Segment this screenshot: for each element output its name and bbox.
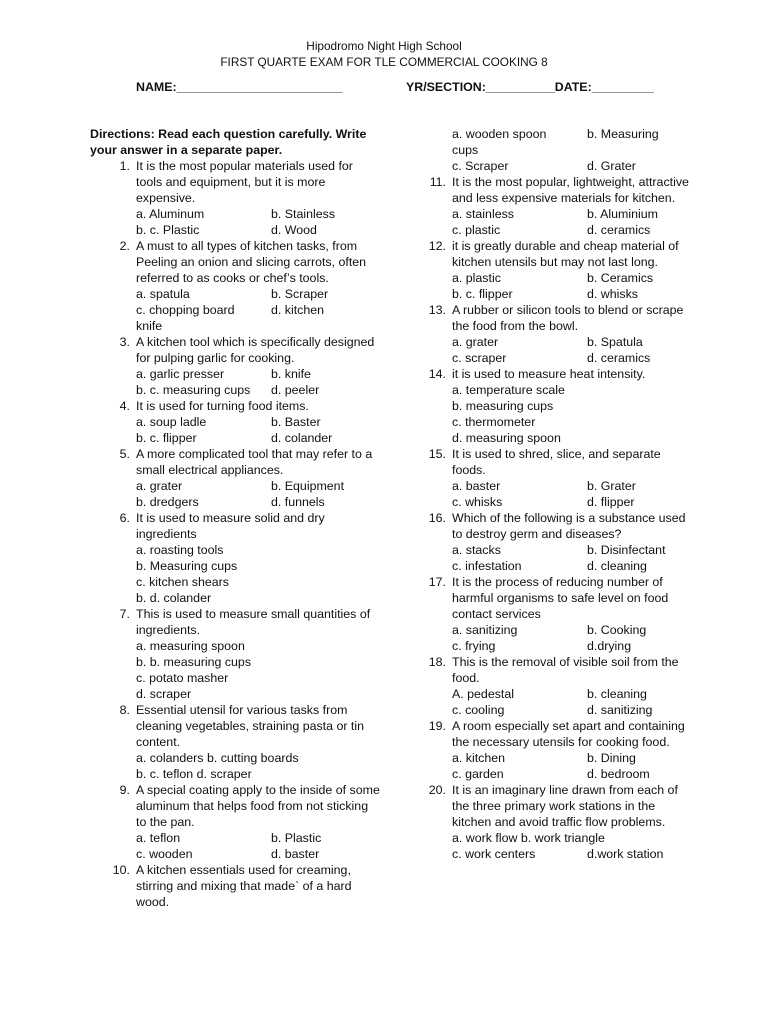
question-item xyxy=(416,238,696,302)
option-text: d. sanitizing xyxy=(587,703,653,717)
option-text: a. temperature scale xyxy=(452,383,565,397)
option-text: c. cooling xyxy=(452,703,505,717)
answer-options xyxy=(90,206,380,238)
answer-options xyxy=(416,382,696,446)
question-number: 3. xyxy=(119,335,130,349)
option-text: b. Plastic xyxy=(271,831,322,845)
question-item xyxy=(90,702,380,782)
option-text: b. Cooking xyxy=(587,623,647,637)
option-row xyxy=(136,846,380,862)
question-number: 11. xyxy=(429,175,446,189)
option-row xyxy=(452,206,696,222)
option-row xyxy=(452,702,696,718)
option-text: b. measuring cups xyxy=(452,399,554,413)
question-item xyxy=(90,446,380,510)
option-text: a. roasting tools xyxy=(136,543,224,557)
option-text: b. Disinfectant xyxy=(587,543,666,557)
option-text: b. c. measuring cups xyxy=(136,383,251,397)
option-text: b. c. flipper xyxy=(136,431,197,445)
option-text: a. work flow b. work triangle xyxy=(452,831,605,845)
option-row xyxy=(136,654,380,670)
answer-options xyxy=(90,830,380,862)
option-text: a. soup ladle xyxy=(136,415,207,429)
option-row xyxy=(136,686,380,702)
question-text: it is greatly durable and cheap material of kitchen utensils but may not last long. xyxy=(452,239,679,269)
question-text: A special coating apply to the inside of some aluminum that helps food from not sticking to the pan. xyxy=(136,783,380,829)
option-text: a. stainless xyxy=(452,207,514,221)
option-row xyxy=(452,350,696,366)
option-text: b. Dining xyxy=(587,751,636,765)
option-text: b. Measuring cups xyxy=(136,559,238,573)
question-number: 15. xyxy=(428,447,446,461)
option-text: d. funnels xyxy=(271,495,325,509)
option-text: c. thermometer xyxy=(452,415,536,429)
question-text: It is the most popular, lightweight, attractive and less expensive materials for kitchen. xyxy=(452,175,689,205)
question-text: A kitchen tool which is specifically designed for pulping garlic for cooking. xyxy=(136,335,375,365)
option-row xyxy=(452,494,696,510)
question-item xyxy=(416,718,696,782)
question-number: 2. xyxy=(119,239,130,253)
answer-options xyxy=(90,750,380,782)
option-text: c. kitchen shears xyxy=(136,575,229,589)
answer-options xyxy=(90,542,380,606)
option-text: d.work station xyxy=(587,847,664,861)
question-item xyxy=(416,174,696,238)
left-column xyxy=(90,126,380,910)
option-text: b. Baster xyxy=(271,415,321,429)
option-text: d. kitchen xyxy=(271,303,325,317)
option-text: a. plastic xyxy=(452,271,501,285)
question-item xyxy=(90,398,380,446)
question-text: It is used for turning food items. xyxy=(136,399,309,413)
answer-options xyxy=(416,334,696,366)
option-row xyxy=(452,382,696,398)
option-row xyxy=(452,766,696,782)
question-item xyxy=(90,510,380,606)
question-number: 6. xyxy=(119,511,130,525)
question-item xyxy=(416,782,696,862)
option-text: knife xyxy=(136,319,163,333)
option-text: c. work centers xyxy=(452,847,536,861)
exam-title: FIRST QUARTE EXAM FOR TLE COMMERCIAL COOKING 8 xyxy=(220,55,548,69)
question-number: 4. xyxy=(119,399,130,413)
option-text: b. c. teflon d. scraper xyxy=(136,767,252,781)
option-text: d.drying xyxy=(587,639,632,653)
option-text: a. wooden spoon xyxy=(452,127,547,141)
answer-options xyxy=(416,686,696,718)
option-text: d. whisks xyxy=(587,287,638,301)
question-text: A must to all types of kitchen tasks, from Peeling an onion and slicing carrots, often referred to as cooks or chef’s tools. xyxy=(136,239,367,285)
question-number: 9. xyxy=(119,783,130,797)
answer-options xyxy=(90,414,380,446)
option-text: d. bedroom xyxy=(587,767,650,781)
option-text: b. cleaning xyxy=(587,687,647,701)
option-text: b. d. colander xyxy=(136,591,212,605)
option-text: b. Measuring xyxy=(587,127,659,141)
option-row xyxy=(452,126,696,142)
option-row xyxy=(136,590,380,606)
option-row xyxy=(136,638,380,654)
answer-options xyxy=(90,286,380,334)
option-row xyxy=(136,766,380,782)
question-number: 10. xyxy=(112,863,130,877)
option-text: d. cleaning xyxy=(587,559,647,573)
option-text: a. kitchen xyxy=(452,751,506,765)
option-row xyxy=(136,222,380,238)
school-name: Hipodromo Night High School xyxy=(306,39,462,53)
question-text: It is used to shred, slice, and separate foods. xyxy=(452,447,661,477)
option-text: d. ceramics xyxy=(587,351,651,365)
option-text: a. colanders b. cutting boards xyxy=(136,751,299,765)
question-number: 12. xyxy=(428,239,446,253)
answer-options xyxy=(416,830,696,862)
question-item xyxy=(90,334,380,398)
option-text: d. flipper xyxy=(587,495,635,509)
directions: Directions: Read each question carefully. Write your answer in a separate paper. xyxy=(90,127,367,157)
option-text: d. baster xyxy=(271,847,320,861)
option-row xyxy=(452,142,696,158)
question-text: it is used to measure heat intensity. xyxy=(452,367,646,381)
option-row xyxy=(136,286,380,302)
answer-options xyxy=(416,542,696,574)
option-row xyxy=(136,558,380,574)
option-row xyxy=(136,574,380,590)
question-item xyxy=(416,446,696,510)
option-text: a. stacks xyxy=(452,543,501,557)
option-row xyxy=(136,430,380,446)
question-text: It is the process of reducing number of harmful organisms to safe level on food contact services xyxy=(452,575,669,621)
question-item xyxy=(416,654,696,718)
option-text: c. whisks xyxy=(452,495,503,509)
option-text: b. Grater xyxy=(587,479,636,493)
option-text: c. Scraper xyxy=(452,159,509,173)
option-text: b. c. flipper xyxy=(452,287,513,301)
question-number: 1. xyxy=(119,159,130,173)
answer-options xyxy=(90,478,380,510)
section-date-field: YR/SECTION:__________DATE:_________ xyxy=(406,80,654,94)
option-row xyxy=(136,206,380,222)
option-row xyxy=(452,686,696,702)
question-text: A room especially set apart and containing the necessary utensils for cooking food. xyxy=(452,719,685,749)
question-number: 19. xyxy=(428,719,446,733)
option-text: A. pedestal xyxy=(452,687,514,701)
option-text: a. measuring spoon xyxy=(136,639,245,653)
answer-options xyxy=(416,750,696,782)
answer-options xyxy=(90,638,380,702)
option-text: d. measuring spoon xyxy=(452,431,561,445)
option-text: d. Wood xyxy=(271,223,317,237)
option-text: b. Aluminium xyxy=(587,207,658,221)
option-row xyxy=(452,622,696,638)
question-item xyxy=(90,158,380,238)
option-text: b. Ceramics xyxy=(587,271,654,285)
option-text: b. b. measuring cups xyxy=(136,655,252,669)
question-number: 18. xyxy=(428,655,446,669)
option-text: c. garden xyxy=(452,767,504,781)
option-text: b. Spatula xyxy=(587,335,643,349)
option-text: a. grater xyxy=(136,479,183,493)
answer-options xyxy=(90,366,380,398)
question-text: This is the removal of visible soil from the food. xyxy=(452,655,679,685)
question-number: 20. xyxy=(428,783,446,797)
option-row xyxy=(136,382,380,398)
option-text: cups xyxy=(452,143,479,157)
name-field: NAME:________________________ xyxy=(136,80,342,94)
option-row xyxy=(452,542,696,558)
option-text: a. spatula xyxy=(136,287,190,301)
option-text: c. wooden xyxy=(136,847,193,861)
option-row xyxy=(136,670,380,686)
option-text: c. infestation xyxy=(452,559,522,573)
question-text: A rubber or silicon tools to blend or scrape the food from the bowl. xyxy=(452,303,684,333)
option-row xyxy=(452,270,696,286)
option-text: c. frying xyxy=(452,639,496,653)
option-text: a. teflon xyxy=(136,831,181,845)
option-row xyxy=(452,158,696,174)
answer-options xyxy=(416,478,696,510)
option-row xyxy=(452,334,696,350)
question-number: 7. xyxy=(119,607,130,621)
question-10-options-continued xyxy=(416,126,696,174)
option-row xyxy=(452,846,696,862)
option-text: a. grater xyxy=(452,335,499,349)
question-number: 5. xyxy=(119,447,130,461)
option-text: c. chopping board xyxy=(136,303,235,317)
question-item xyxy=(90,862,380,910)
question-number: 13. xyxy=(428,303,446,317)
option-row xyxy=(136,478,380,494)
answer-options xyxy=(416,270,696,302)
option-text: b. c. Plastic xyxy=(136,223,200,237)
option-row xyxy=(136,366,380,382)
option-row xyxy=(136,542,380,558)
option-row xyxy=(136,414,380,430)
question-item xyxy=(90,238,380,334)
option-row xyxy=(136,318,380,334)
option-row xyxy=(452,398,696,414)
option-text: a. baster xyxy=(452,479,501,493)
option-row xyxy=(452,830,696,846)
option-text: d. scraper xyxy=(136,687,192,701)
question-number: 16. xyxy=(428,511,446,525)
answer-options xyxy=(416,206,696,238)
right-column xyxy=(416,126,696,862)
option-row xyxy=(452,286,696,302)
question-text: It is an imaginary line drawn from each of the three primary work stations in the kitchen and avoid traffic flow problems. xyxy=(452,783,678,829)
question-item xyxy=(416,302,696,366)
option-text: d. ceramics xyxy=(587,223,651,237)
option-text: c. potato masher xyxy=(136,671,229,685)
option-text: a. sanitizing xyxy=(452,623,518,637)
option-row xyxy=(452,430,696,446)
question-item xyxy=(90,606,380,702)
option-text: b. dredgers xyxy=(136,495,199,509)
option-row xyxy=(136,830,380,846)
question-number: 8. xyxy=(119,703,130,717)
option-text: d. peeler xyxy=(271,383,320,397)
option-row xyxy=(452,414,696,430)
question-text: It is the most popular materials used for tools and equipment, but it is more expensive. xyxy=(136,159,353,205)
option-text: d. colander xyxy=(271,431,333,445)
question-item xyxy=(90,782,380,862)
question-item xyxy=(416,574,696,654)
option-text: a. Aluminum xyxy=(136,207,205,221)
question-text: This is used to measure small quantities of ingredients. xyxy=(136,607,371,637)
option-row xyxy=(136,494,380,510)
question-number: 17. xyxy=(428,575,446,589)
option-text: b. Scraper xyxy=(271,287,329,301)
question-item xyxy=(416,510,696,574)
question-text: Essential utensil for various tasks from cleaning vegetables, straining pasta or tin content. xyxy=(136,703,364,749)
option-text: b. knife xyxy=(271,367,311,381)
question-text: A more complicated tool that may refer to a small electrical appliances. xyxy=(136,447,373,477)
option-text: d. Grater xyxy=(587,159,636,173)
answer-options xyxy=(416,622,696,654)
question-item xyxy=(416,366,696,446)
question-number: 14. xyxy=(428,367,446,381)
option-row xyxy=(452,222,696,238)
option-text: b. Stainless xyxy=(271,207,336,221)
option-row xyxy=(136,302,380,318)
option-row xyxy=(452,558,696,574)
option-row xyxy=(452,478,696,494)
option-row xyxy=(452,750,696,766)
question-text: It is used to measure solid and dry ingredients xyxy=(136,511,325,541)
option-text: c. scraper xyxy=(452,351,507,365)
option-text: c. plastic xyxy=(452,223,501,237)
option-text: b. Equipment xyxy=(271,479,345,493)
question-text: Which of the following is a substance used to destroy germ and diseases? xyxy=(452,511,686,541)
option-row xyxy=(136,750,380,766)
option-text: a. garlic presser xyxy=(136,367,225,381)
option-row xyxy=(452,638,696,654)
question-text: A kitchen essentials used for creaming, stirring and mixing that made` of a hard wood. xyxy=(136,863,352,909)
